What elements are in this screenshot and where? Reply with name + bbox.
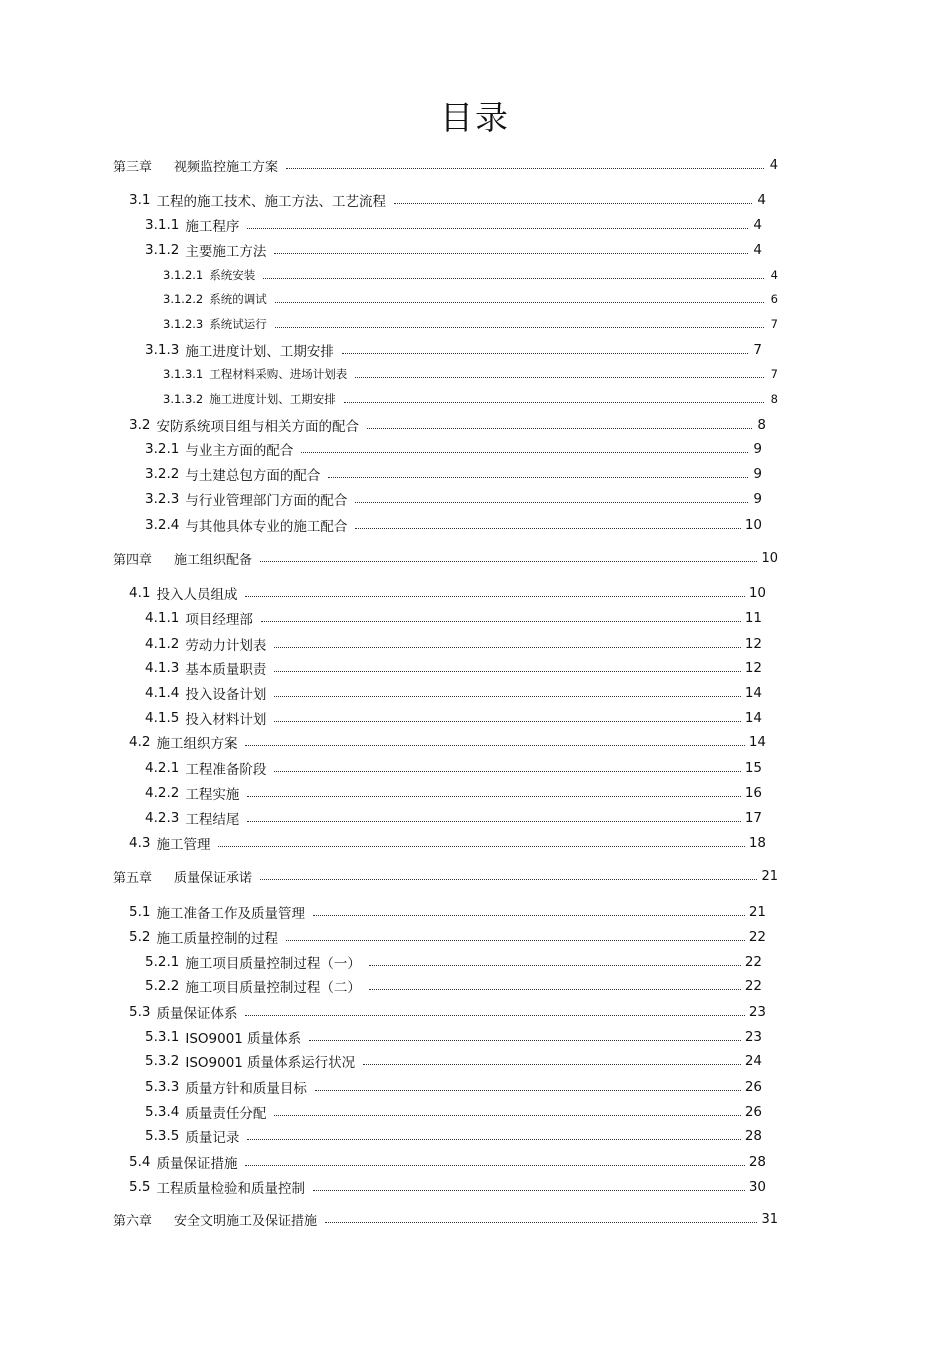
toc-dot-leader: [355, 502, 748, 503]
toc-entry-number: 3.1.2.3: [163, 317, 204, 331]
toc-dot-leader: [286, 940, 745, 941]
toc-entry-number: 第四章: [113, 552, 153, 568]
toc-entry-number: 5.3.4: [145, 1104, 180, 1120]
toc-entry-title: 质量保证承诺: [174, 870, 253, 886]
toc-entry-title: 质量责任分配: [185, 1106, 267, 1122]
toc-entry-number: 3.1.3.2: [163, 392, 204, 406]
toc-entry-title: 工程的施工技术、施工方法、工艺流程: [156, 194, 386, 210]
toc-entry-title: 系统的调试: [209, 292, 267, 306]
toc-page-number: 12: [744, 660, 762, 676]
toc-page-number: 14: [748, 734, 766, 750]
toc-entry-title: 质量保证措施: [156, 1156, 238, 1172]
toc-entry-title: 项目经理部: [185, 612, 253, 628]
toc-entry-number: 5.1: [129, 904, 151, 920]
toc-page-number: 7: [753, 342, 762, 358]
toc-page-number: 15: [744, 760, 762, 776]
toc-entry-number: 4.1.1: [145, 610, 180, 626]
toc-dot-leader: [274, 771, 740, 772]
toc-entry-number: 4.3: [129, 835, 151, 851]
toc-entry-title: 系统试运行: [209, 317, 267, 331]
toc-entry[interactable]: [163, 364, 778, 384]
toc-entry[interactable]: [145, 783, 762, 803]
toc-page-number: 10: [761, 550, 778, 566]
toc-dot-leader: [328, 477, 748, 478]
toc-entry-number: 5.4: [129, 1154, 151, 1170]
toc-page-number: 4: [757, 192, 766, 208]
toc-dot-leader: [275, 302, 764, 303]
toc-entry-number: 3.2.1: [145, 441, 180, 457]
toc-entry-title: 基本质量职责: [185, 662, 267, 678]
toc-entry-title: 工程材料采购、进场计划表: [209, 367, 348, 381]
toc-entry-title: 主要施工方法: [185, 244, 267, 260]
toc-entry-number: 3.1.2.2: [163, 292, 204, 306]
toc-entry-number: 3.1.2: [145, 242, 180, 258]
toc-page-number: 28: [748, 1154, 766, 1170]
toc-entry-title: 工程实施: [185, 787, 240, 803]
toc-entry[interactable]: [129, 927, 766, 947]
toc-entry-number: 4.1.2: [145, 636, 180, 652]
toc-entry-number: 3.1.3.1: [163, 367, 204, 381]
toc-entry[interactable]: [145, 658, 762, 678]
toc-dot-leader: [274, 721, 740, 722]
toc-entry-number: 4.2.2: [145, 785, 180, 801]
toc-dot-leader: [247, 796, 740, 797]
toc-entry-title: 劳动力计划表: [185, 638, 267, 654]
toc-entry-number: 4.2: [129, 734, 151, 750]
toc-entry-title: 施工进度计划、工期安排: [209, 392, 336, 406]
toc-entry-title: 与业主方面的配合: [185, 443, 294, 459]
toc-entry-number: 3.2: [129, 417, 151, 433]
toc-dot-leader: [315, 1090, 741, 1091]
toc-page-number: 31: [761, 1211, 778, 1227]
toc-entry-number: 3.1.1: [145, 217, 180, 233]
toc-page-number: 4: [753, 242, 762, 258]
toc-page-number: 21: [761, 868, 778, 884]
toc-entry[interactable]: [145, 608, 762, 628]
toc-chapter-entry[interactable]: [113, 548, 778, 568]
toc-page-number: 10: [748, 585, 766, 601]
toc-entry-number: 4.1: [129, 585, 151, 601]
toc-entry[interactable]: [145, 758, 762, 778]
toc-dot-leader: [309, 1040, 741, 1041]
toc-page-number: 22: [748, 929, 766, 945]
toc-page-number: 24: [744, 1053, 762, 1069]
toc-entry-title: 施工质量控制的过程: [156, 931, 278, 947]
toc-entry-number: 5.2.2: [145, 978, 180, 994]
toc-entry-number: 5.2.1: [145, 954, 180, 970]
toc-dot-leader: [313, 1190, 745, 1191]
toc-entry-number: 3.2.2: [145, 466, 180, 482]
toc-entry-number: 5.3.5: [145, 1128, 180, 1144]
toc-entry[interactable]: [145, 683, 762, 703]
toc-entry[interactable]: [145, 1077, 762, 1097]
toc-entry-title: 工程准备阶段: [185, 762, 267, 778]
toc-page-number: 8: [770, 392, 778, 406]
toc-dot-leader: [263, 278, 764, 279]
toc-page-number: 7: [770, 367, 778, 381]
toc-page-number: 6: [770, 292, 778, 306]
toc-entry-number: 4.2.1: [145, 760, 180, 776]
toc-entry-title: 质量方针和质量目标: [185, 1081, 307, 1097]
toc-dot-leader: [247, 1139, 740, 1140]
toc-entry[interactable]: [129, 415, 766, 435]
toc-dot-leader: [245, 596, 744, 597]
toc-page-number: 10: [744, 517, 762, 533]
toc-entry[interactable]: [145, 215, 762, 235]
toc-page-number: 11: [744, 610, 762, 626]
toc-page-number: 9: [753, 441, 762, 457]
toc-entry-title: 与土建总包方面的配合: [185, 468, 321, 484]
toc-entry[interactable]: [129, 732, 766, 752]
toc-entry[interactable]: [145, 340, 762, 360]
toc-entry[interactable]: [145, 634, 762, 654]
toc-entry[interactable]: [145, 1126, 762, 1146]
toc-page-number: 23: [748, 1004, 766, 1020]
toc-entry-number: 5.3.2: [145, 1053, 180, 1069]
toc-entry-title: 工程结尾: [185, 812, 240, 828]
toc-entry-title: ISO9001 质量体系运行状况: [185, 1055, 356, 1071]
toc-entry-title: 施工准备工作及质量管理: [156, 906, 305, 922]
toc-dot-leader: [245, 1165, 744, 1166]
toc-page-number: 28: [744, 1128, 762, 1144]
toc-entry-number: 5.3: [129, 1004, 151, 1020]
toc-dot-leader: [342, 353, 748, 354]
toc-entry[interactable]: [129, 190, 766, 210]
toc-dot-leader: [274, 1115, 740, 1116]
toc-dot-leader: [274, 671, 740, 672]
toc-dot-leader: [274, 696, 740, 697]
toc-entry[interactable]: [145, 976, 762, 996]
toc-entry[interactable]: [129, 1177, 766, 1197]
toc-entry[interactable]: [145, 952, 762, 972]
toc-entry[interactable]: [145, 808, 762, 828]
toc-entry-title: 投入材料计划: [185, 712, 267, 728]
toc-dot-leader: [325, 1222, 757, 1223]
toc-dot-leader: [286, 168, 764, 169]
toc-page-number: 23: [744, 1029, 762, 1045]
toc-entry[interactable]: [163, 314, 778, 334]
toc-entry-number: 4.1.3: [145, 660, 180, 676]
toc-entry[interactable]: [129, 833, 766, 853]
toc-dot-leader: [275, 327, 764, 328]
toc-dot-leader: [218, 846, 744, 847]
toc-entry[interactable]: [145, 1051, 762, 1071]
toc-entry-title: 投入设备计划: [185, 687, 267, 703]
toc-page-number: 14: [744, 685, 762, 701]
toc-page-number: 21: [748, 904, 766, 920]
toc-entry-number: 4.1.5: [145, 710, 180, 726]
toc-entry-title: 投入人员组成: [156, 587, 238, 603]
toc-dot-leader: [245, 1015, 744, 1016]
toc-entry-title: 施工程序: [185, 219, 240, 235]
toc-entry[interactable]: [129, 583, 766, 603]
page-title: 目录: [440, 98, 510, 137]
toc-entry-title: 与行业管理部门方面的配合: [185, 493, 348, 509]
toc-page-number: 9: [753, 466, 762, 482]
toc-entry[interactable]: [145, 464, 762, 484]
toc-dot-leader: [245, 745, 744, 746]
toc-page-number: 7: [770, 317, 778, 331]
toc-entry-number: 5.5: [129, 1179, 151, 1195]
toc-dot-leader: [363, 1064, 741, 1065]
toc-entry-title: ISO9001 质量体系: [185, 1031, 302, 1047]
toc-page-number: 4: [753, 217, 762, 233]
toc-entry[interactable]: [129, 1152, 766, 1172]
toc-dot-leader: [355, 528, 740, 529]
toc-entry-number: 3.2.4: [145, 517, 180, 533]
toc-dot-leader: [313, 915, 745, 916]
toc-page-number: 26: [744, 1079, 762, 1095]
toc-entry-number: 第六章: [113, 1213, 153, 1229]
toc-entry-number: 3.1.2.1: [163, 268, 204, 282]
toc-chapter-entry[interactable]: [113, 155, 778, 175]
toc-page-number: 14: [744, 710, 762, 726]
toc-dot-leader: [274, 647, 740, 648]
toc-entry-number: 3.1.3: [145, 342, 180, 358]
toc-entry-title: 施工组织方案: [156, 736, 238, 752]
toc-dot-leader: [260, 561, 757, 562]
toc-page-number: 22: [744, 954, 762, 970]
toc-chapter-entry[interactable]: [113, 1209, 778, 1229]
toc-entry[interactable]: [145, 708, 762, 728]
toc-dot-leader: [261, 621, 741, 622]
toc-entry[interactable]: [163, 389, 778, 409]
toc-entry[interactable]: [145, 439, 762, 459]
toc-entry[interactable]: [163, 265, 778, 285]
toc-dot-leader: [247, 228, 748, 229]
toc-entry[interactable]: [145, 240, 762, 260]
toc-entry-title: 安防系统项目组与相关方面的配合: [156, 419, 359, 435]
toc-page-number: 8: [757, 417, 766, 433]
toc-dot-leader: [344, 402, 764, 403]
toc-page-number: 22: [744, 978, 762, 994]
toc-entry-number: 3.2.3: [145, 491, 180, 507]
toc-page-number: 18: [748, 835, 766, 851]
toc-dot-leader: [369, 989, 741, 990]
toc-chapter-entry[interactable]: [113, 866, 778, 886]
toc-entry-title: 视频监控施工方案: [174, 159, 279, 175]
toc-entry-title: 施工管理: [156, 837, 211, 853]
toc-entry-title: 与其他具体专业的施工配合: [185, 519, 348, 535]
toc-entry[interactable]: [145, 1027, 762, 1047]
toc-page-number: 12: [744, 636, 762, 652]
toc-page-number: 9: [753, 491, 762, 507]
toc-entry-number: 第五章: [113, 870, 153, 886]
toc-entry[interactable]: [129, 1002, 766, 1022]
toc-entry-number: 第三章: [113, 159, 153, 175]
toc-entry[interactable]: [163, 289, 778, 309]
toc-dot-leader: [394, 203, 752, 204]
toc-page-number: 4: [770, 268, 778, 282]
toc-entry[interactable]: [145, 515, 762, 535]
toc-entry-title: 安全文明施工及保证措施: [174, 1213, 318, 1229]
toc-entry-number: 3.1: [129, 192, 151, 208]
toc-entry-title: 施工项目质量控制过程（一）: [185, 956, 361, 972]
toc-dot-leader: [247, 821, 740, 822]
toc-entry[interactable]: [129, 902, 766, 922]
toc-page-number: 26: [744, 1104, 762, 1120]
toc-dot-leader: [260, 879, 757, 880]
toc-dot-leader: [301, 452, 748, 453]
toc-entry-title: 施工项目质量控制过程（二）: [185, 980, 361, 996]
toc-entry[interactable]: [145, 1102, 762, 1122]
toc-entry-title: 施工组织配备: [174, 552, 253, 568]
toc-entry-title: 施工进度计划、工期安排: [185, 344, 334, 360]
toc-entry-title: 质量保证体系: [156, 1006, 238, 1022]
toc-page-number: 16: [744, 785, 762, 801]
toc-entry-number: 5.3.1: [145, 1029, 180, 1045]
toc-entry[interactable]: [145, 489, 762, 509]
toc-dot-leader: [367, 428, 752, 429]
toc-entry-title: 工程质量检验和质量控制: [156, 1181, 305, 1197]
toc-dot-leader: [274, 253, 748, 254]
toc-entry-number: 5.2: [129, 929, 151, 945]
toc-entry-number: 4.2.3: [145, 810, 180, 826]
toc-page-number: 4: [769, 157, 778, 173]
toc-dot-leader: [369, 965, 741, 966]
toc-entry-number: 4.1.4: [145, 685, 180, 701]
toc-page-number: 17: [744, 810, 762, 826]
toc-entry-number: 5.3.3: [145, 1079, 180, 1095]
toc-entry-title: 系统安装: [209, 268, 256, 282]
toc-page-number: 30: [748, 1179, 766, 1195]
toc-dot-leader: [355, 377, 764, 378]
toc-entry-title: 质量记录: [185, 1130, 240, 1146]
